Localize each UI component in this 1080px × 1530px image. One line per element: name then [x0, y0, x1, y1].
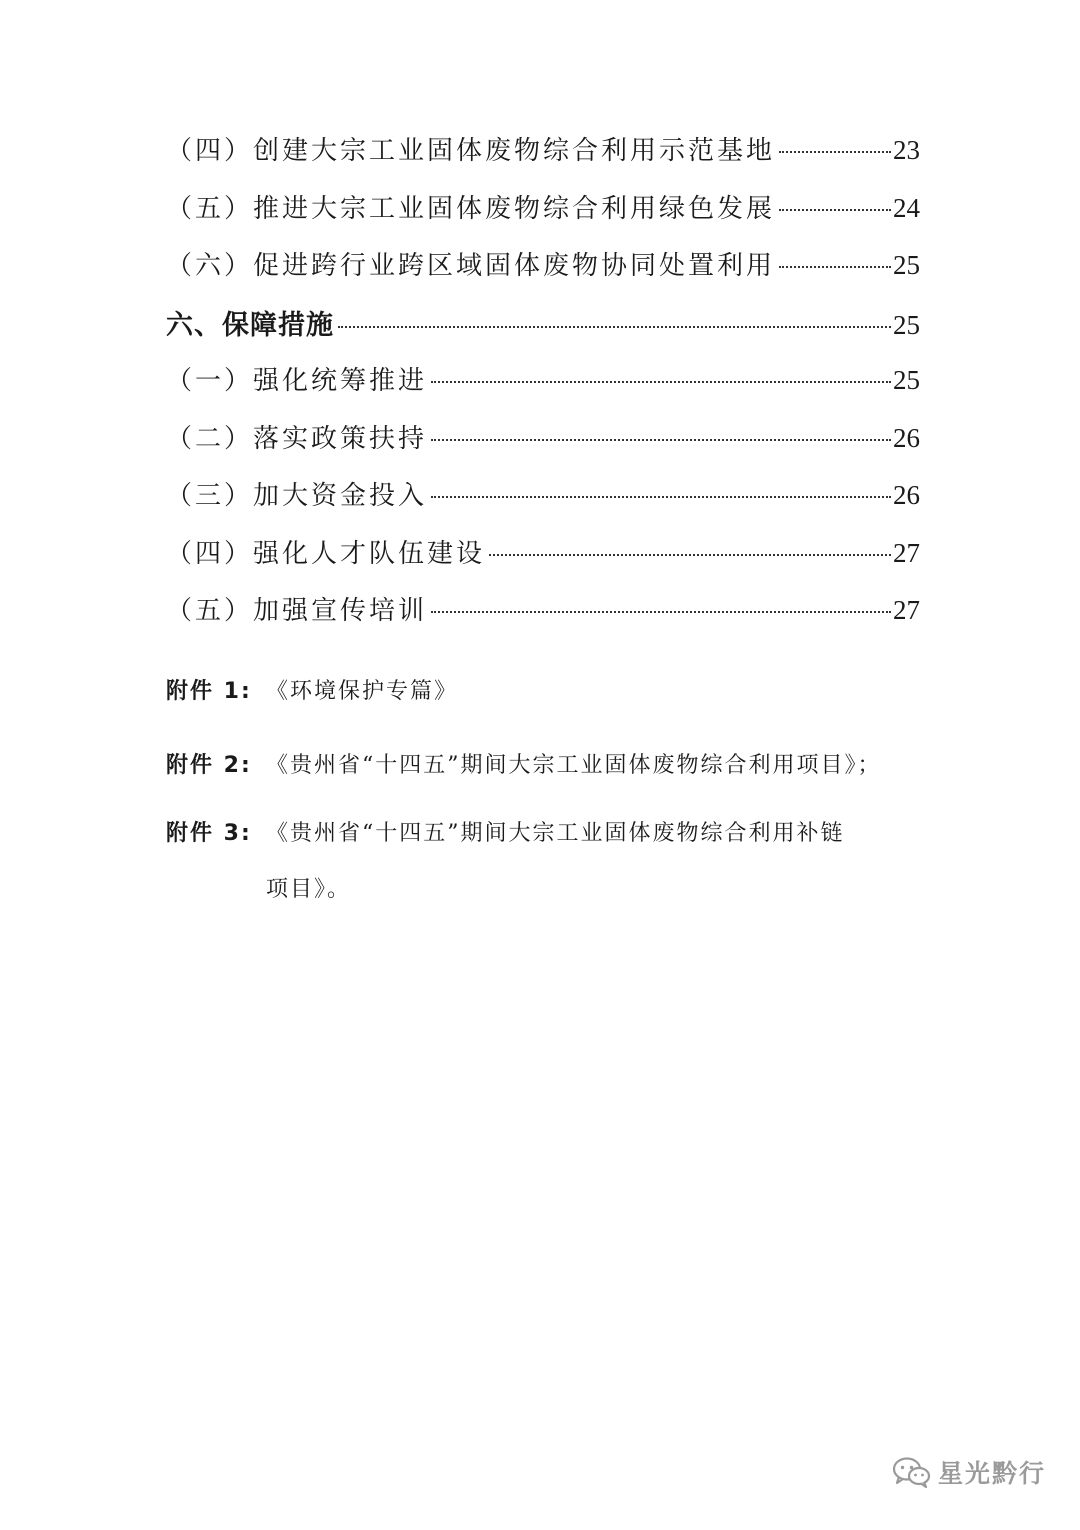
appendix-label: 附件 3:: [166, 821, 252, 846]
toc-leader-dots: [338, 326, 891, 328]
appendix-title: 《贵州省“十四五”期间大宗工业固体废物综合利用补链: [266, 821, 845, 846]
appendix-title-continued: 项目》。: [266, 877, 352, 902]
toc-entry-page: 25: [893, 309, 920, 340]
toc-entry-page: 25: [893, 365, 920, 395]
toc-entry-title: （五）加强宣传培训: [166, 596, 428, 626]
toc-entry: [166, 130, 920, 188]
toc-entry-page: 26: [893, 422, 920, 453]
appendix-item: [166, 806, 946, 918]
toc-entry-page: 25: [893, 250, 920, 280]
appendix-item: [166, 664, 946, 720]
appendix-label: 附件 1:: [166, 679, 252, 704]
toc-entry-title: 六、保障措施: [166, 309, 334, 341]
appendix-title: 《贵州省“十四五”期间大宗工业固体废物综合利用项目》；: [266, 753, 882, 778]
wechat-icon: [892, 1456, 932, 1488]
appendix-title: 《环境保护专篇》: [266, 679, 459, 704]
table-of-contents: [166, 130, 920, 648]
toc-entry-page: 27: [893, 595, 920, 625]
watermark: [892, 1454, 1046, 1490]
toc-leader-dots: [431, 381, 891, 383]
toc-entry: [166, 475, 920, 533]
toc-leader-dots: [489, 554, 891, 556]
toc-entry-page: 27: [893, 537, 920, 568]
toc-entry: [166, 245, 920, 303]
toc-entry-title: （四）创建大宗工业固体废物综合利用示范基地: [166, 136, 776, 166]
toc-leader-dots: [779, 151, 891, 153]
toc-leader-dots: [779, 266, 891, 268]
watermark-text: 星光黔行: [937, 1459, 1046, 1488]
toc-entry-title: （六）促进跨行业跨区域固体废物协同处置利用: [166, 251, 776, 281]
toc-entry-title: （五）推进大宗工业固体废物综合利用绿色发展: [166, 193, 776, 224]
toc-entry-title: （三）加大资金投入: [166, 481, 428, 511]
toc-leader-dots: [431, 611, 891, 613]
toc-leader-dots: [779, 209, 891, 211]
toc-entry: [166, 533, 920, 591]
toc-entry-page: 24: [893, 192, 920, 223]
toc-entry: [166, 360, 920, 418]
toc-entry: [166, 188, 920, 246]
toc-entry: [166, 418, 920, 476]
toc-entry-page: 26: [893, 480, 920, 510]
toc-entry-title: （二）落实政策扶持: [166, 423, 428, 454]
toc-entry-title: （四）强化人才队伍建设: [166, 538, 486, 569]
toc-entry-page: 23: [893, 135, 920, 165]
toc-entry: [166, 590, 920, 648]
toc-leader-dots: [431, 439, 891, 441]
appendix-item: [166, 738, 946, 794]
toc-entry-title: （一）强化统筹推进: [166, 366, 428, 396]
toc-leader-dots: [431, 496, 891, 498]
appendix-label: 附件 2:: [166, 753, 252, 778]
toc-chapter-entry: [166, 303, 920, 361]
